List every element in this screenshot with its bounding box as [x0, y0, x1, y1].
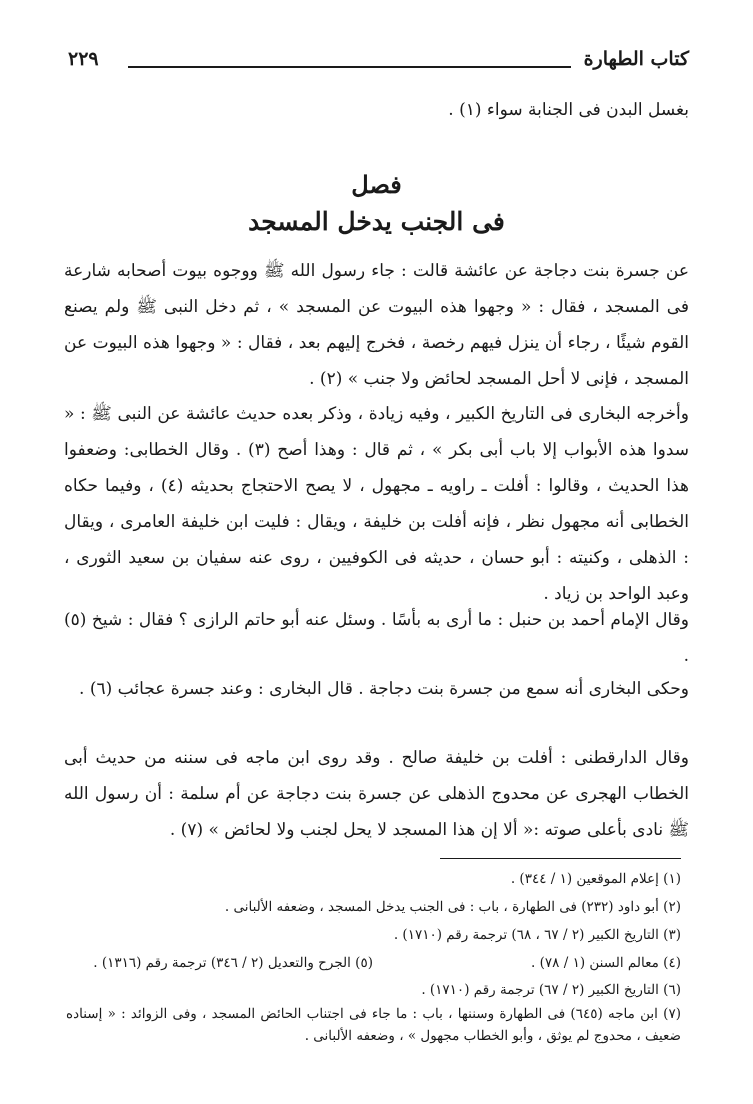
footnote-separator — [440, 858, 681, 859]
footnote-4: (٤) معالم السنن (١ / ٧٨) . — [531, 955, 681, 971]
section-label: فصل — [351, 170, 402, 199]
running-header — [68, 48, 689, 76]
book-title: كتاب الطهارة — [583, 48, 689, 70]
paragraph-1: عن جسرة بنت دجاجة عن عائشة قالت : جاء رسول الله ﷺ ووجوه بيوت أصحابه شارعة فى المسجد ، فقال : « وجهوا هذه البيوت عن المسجد » ، ثم دخل النبى ﷺ ولم يصنع القوم شيئًا ، رجاء أن ينزل فيهم رخصة ، فخرج إليهم بعد ، فقال : « وجهوا هذه البيوت عن المسجد ، فإنى لا أحل المسجد لحائض ولا جنب » (٢) . — [64, 261, 689, 389]
paragraph-2: وأخرجه البخارى فى التاريخ الكبير ، وفيه زيادة ، وذكر بعده حديث عائشة عن النبى ﷺ : « سدوا هذه الأبواب إلا باب أبى بكر » ، ثم قال : وهذا أصح (٣) . وقال الخطابى: وضعفوا هذا الحديث ، وقالوا : أفلت ـ راويه ـ مجهول ، لا يصح الاحتجاج بحديثه (٤) ، وفيما حكاه الخطابى أنه مجهول نظر ، فإنه أفلت بن خليفة ، ويقال : فليت ابن خليفة العامرى ، ويقال : الذهلى ، وكنيته : أبو حسان ، حديثه فى الكوفيين ، روى عنه سفيان بن سعيد الثورى ، وعبد الواحد بن زياد . — [64, 404, 689, 604]
page-number: ٢٢٩ — [68, 48, 99, 70]
footnote-7: (٧) ابن ماجه (٦٤٥) فى الطهارة وسننها ، باب : ما جاء فى اجتناب الحائض المسجد ، وفى الزوائد : « إسناده ضعيف ، محدوج لم يوثق ، وأبو الخطاب مجهول » ، وضعفه الألبانى . — [66, 1006, 681, 1044]
footnote-3: (٣) التاريخ الكبير (٢ / ٦٧ ، ٦٨) ترجمة رقم (١٧١٠) . — [393, 927, 681, 943]
footnote-6: (٦) التاريخ الكبير (٢ / ٦٧) ترجمة رقم (١٧١٠) . — [421, 982, 681, 998]
paragraph-3: وقال الإمام أحمد بن حنبل : ما أرى به بأسًا . وسئل عنه أبو حاتم الرازى ؟ فقال : شيخ (٥) . — [64, 610, 689, 666]
footnote-5: (٥) الجرح والتعديل (٢ / ٣٤٦) ترجمة رقم (١٣١٦) . — [93, 955, 373, 971]
paragraph-5: وقال الدارقطنى : أفلت بن خليفة صالح . وقد روى ابن ماجه فى سننه من حديث أبى الخطاب الهجرى عن محدوج الذهلى عن جسرة بنت دجاجة عن أم سلمة : أن رسول الله ﷺ نادى بأعلى صوته :« ألا إن هذا المسجد لا يحل لجنب ولا لحائض » (٧) . — [64, 748, 689, 840]
section-title: فى الجنب يدخل المسجد — [248, 207, 505, 236]
header-rule — [128, 66, 571, 68]
intro-line: بغسل البدن فى الجنابة سواء (١) . — [448, 100, 689, 120]
footnote-1: (١) إعلام الموقعين (١ / ٣٤٤) . — [510, 871, 681, 887]
footnote-2: (٢) أبو داود (٢٣٢) فى الطهارة ، باب : فى الجنب يدخل المسجد ، وضعفه الألبانى . — [224, 899, 681, 915]
paragraph-4: وحكى البخارى أنه سمع من جسرة بنت دجاجة . قال البخارى : وعند جسرة عجائب (٦) . — [79, 679, 689, 699]
